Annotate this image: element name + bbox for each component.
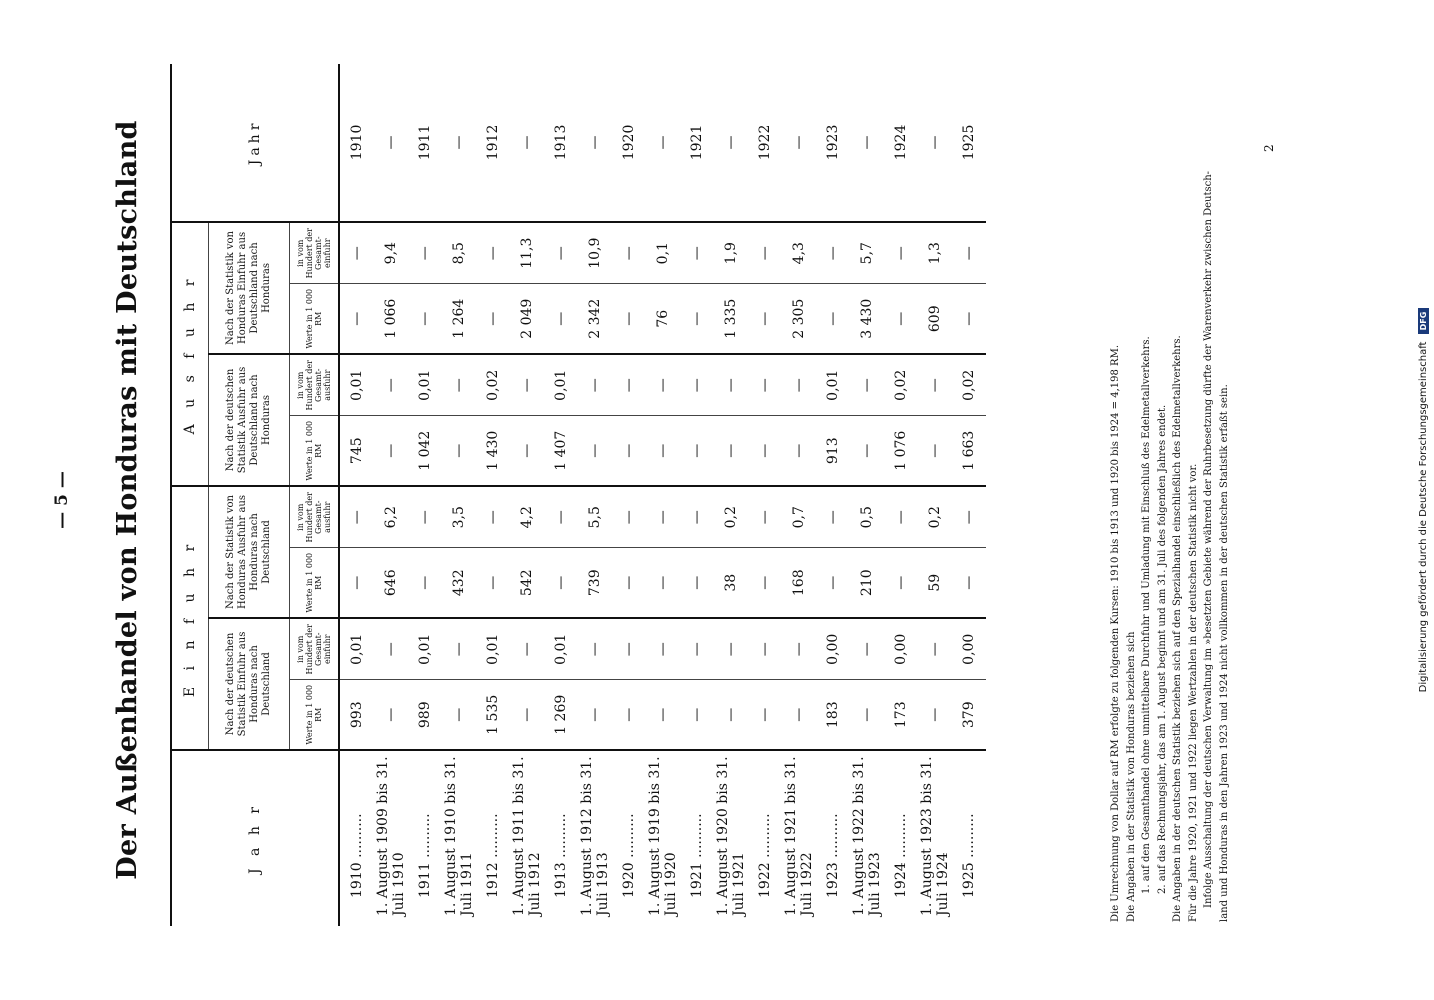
row-year: 1924	[884, 64, 918, 222]
table-cell: 1 042	[408, 416, 442, 486]
table-cell: —	[646, 618, 680, 680]
table-cell: 210	[850, 548, 884, 618]
table-cell: —	[442, 680, 476, 750]
table-cell: 4,2	[510, 486, 544, 548]
table-cell: 0,7	[782, 486, 816, 548]
header-werte: Werte in 1 000 RM	[290, 284, 340, 354]
header-werte: Werte in 1 000 RM	[290, 680, 340, 750]
table-cell: —	[884, 284, 918, 354]
table-cell: —	[748, 618, 782, 680]
row-label: 1911 ..........	[417, 813, 433, 898]
header-pct: in vom Hundert der Gesamt-einfuhr	[290, 618, 340, 680]
table-cell: —	[952, 548, 986, 618]
table-row	[408, 64, 442, 926]
table-cell: 432	[442, 548, 476, 618]
table-cell: 989	[408, 680, 442, 750]
table-cell: —	[612, 680, 646, 750]
table-cell: —	[476, 222, 510, 284]
row-year: —	[374, 64, 408, 222]
page-number: — 5 —	[52, 471, 72, 529]
table-cell: 5,5	[578, 486, 612, 548]
table-cell: —	[850, 416, 884, 486]
table-cell: —	[544, 486, 578, 548]
table-cell: 646	[374, 548, 408, 618]
table-cell: —	[578, 680, 612, 750]
table-cell: 0,02	[476, 354, 510, 416]
header-ausfuhr: A u s f u h r	[171, 222, 209, 486]
table-cell: 5,7	[850, 222, 884, 284]
table-row	[646, 64, 680, 926]
table-cell: 59	[918, 548, 952, 618]
row-label: 1. August 1923 bis 31. Juli 1924	[919, 756, 951, 916]
row-label: 1. August 1909 bis 31. Juli 1910	[375, 756, 407, 916]
table-cell: 379	[952, 680, 986, 750]
row-label: 1922 ..........	[757, 813, 773, 898]
table-cell: —	[714, 618, 748, 680]
table-cell: 0,00	[952, 618, 986, 680]
table-cell: 1 663	[952, 416, 986, 486]
table-body	[339, 64, 986, 926]
table-cell: —	[680, 354, 714, 416]
table-cell: 0,01	[544, 618, 578, 680]
table-cell: 2 305	[782, 284, 816, 354]
table-cell: 3 430	[850, 284, 884, 354]
row-year: 1923	[816, 64, 850, 222]
row-label: 1. August 1921 bis 31. Juli 1922	[783, 756, 815, 916]
table-cell: —	[816, 548, 850, 618]
table-cell: 1,3	[918, 222, 952, 284]
table-cell: —	[612, 486, 646, 548]
row-year: —	[442, 64, 476, 222]
row-label: 1. August 1912 bis 31. Juli 1913	[579, 756, 611, 916]
table-cell: —	[374, 354, 408, 416]
table-cell: 173	[884, 680, 918, 750]
table-cell: 609	[918, 284, 952, 354]
table-cell: —	[544, 284, 578, 354]
footnote: Infolge Ausschaltung der deutschen Verwaltung im »besetzten Gebiete während der Ruhrbesetzung dürfte der Warenverkehr zwischen Deutsch-	[1203, 170, 1214, 908]
header-pct: in vom Hundert der Gesamt-ausfuhr	[290, 354, 340, 416]
table-cell: —	[612, 222, 646, 284]
row-label: 1. August 1910 bis 31. Juli 1911	[443, 756, 475, 916]
table-cell: 993	[339, 680, 374, 750]
header-stat-1: Nach der deutschen Statistik Einfuhr aus Honduras nach Deutschland	[209, 618, 290, 750]
table-cell: —	[408, 548, 442, 618]
row-year: —	[578, 64, 612, 222]
table-cell: —	[680, 486, 714, 548]
table-cell: —	[442, 354, 476, 416]
table-cell: —	[646, 680, 680, 750]
table-cell: 745	[339, 416, 374, 486]
table-cell: —	[339, 486, 374, 548]
dfg-credit-text: Digitalisierung gefördert durch die Deutsche Forschungsgemeinschaft	[1418, 341, 1429, 693]
table-cell: —	[952, 486, 986, 548]
table-cell: 0,00	[884, 618, 918, 680]
table-cell: —	[578, 618, 612, 680]
row-label: 1921 ..........	[689, 813, 705, 898]
table-cell: —	[884, 548, 918, 618]
table-row	[884, 64, 918, 926]
table-cell: —	[646, 486, 680, 548]
table-cell: —	[476, 284, 510, 354]
table-cell: 0,01	[816, 354, 850, 416]
table-cell: —	[816, 284, 850, 354]
table-cell: —	[884, 486, 918, 548]
table-cell: —	[680, 680, 714, 750]
table-cell: 4,3	[782, 222, 816, 284]
table-cell: —	[374, 680, 408, 750]
table-row	[374, 64, 408, 926]
table-cell: —	[748, 680, 782, 750]
table-cell: 0,00	[816, 618, 850, 680]
row-label: 1923 ..........	[825, 813, 841, 898]
table-cell: 0,01	[339, 618, 374, 680]
table-cell: —	[408, 222, 442, 284]
table-cell: —	[850, 354, 884, 416]
table-row	[952, 64, 986, 926]
table-row	[339, 64, 374, 926]
row-label: 1. August 1920 bis 31. Juli 1921	[715, 756, 747, 916]
table-cell: —	[612, 284, 646, 354]
table-cell: —	[339, 284, 374, 354]
table-cell: —	[748, 416, 782, 486]
table-cell: 542	[510, 548, 544, 618]
row-label: 1920 ..........	[621, 813, 637, 898]
table-cell: —	[884, 222, 918, 284]
table-cell: 8,5	[442, 222, 476, 284]
table-cell: —	[646, 548, 680, 618]
table-cell: —	[646, 354, 680, 416]
table-row	[748, 64, 782, 926]
table-cell: —	[612, 548, 646, 618]
table-cell: 0,5	[850, 486, 884, 548]
row-year: 1922	[748, 64, 782, 222]
table-cell: 1 076	[884, 416, 918, 486]
table-cell: —	[952, 222, 986, 284]
table-cell: —	[782, 416, 816, 486]
table-cell: —	[510, 618, 544, 680]
table-row	[782, 64, 816, 926]
header-pct: in vom Hundert der Gesamt-einfuhr	[290, 222, 340, 284]
row-label: 1924 ..........	[893, 813, 909, 898]
table-cell: —	[782, 354, 816, 416]
row-label: 1. August 1922 bis 31. Juli 1923	[851, 756, 883, 916]
table-cell: —	[748, 486, 782, 548]
table-row	[578, 64, 612, 926]
header-jahr-left: J a h r	[171, 750, 339, 926]
table-cell: 183	[816, 680, 850, 750]
table-row	[510, 64, 544, 926]
table-cell: 1 335	[714, 284, 748, 354]
row-year: —	[714, 64, 748, 222]
table-cell: —	[646, 416, 680, 486]
row-label: 1912 ..........	[485, 813, 501, 898]
table-cell: 1 535	[476, 680, 510, 750]
table-cell: 11,3	[510, 222, 544, 284]
row-year: 1921	[680, 64, 714, 222]
table-cell: —	[714, 354, 748, 416]
table-cell: —	[442, 416, 476, 486]
header-einfuhr: E i n f u h r	[171, 486, 209, 750]
row-year: —	[510, 64, 544, 222]
table-cell: —	[714, 416, 748, 486]
table-cell: —	[339, 548, 374, 618]
table-cell: —	[510, 680, 544, 750]
table-cell: —	[544, 548, 578, 618]
signature-mark: 2	[1262, 144, 1276, 152]
row-label: 1925 ..........	[961, 813, 977, 898]
table-cell: 0,01	[408, 354, 442, 416]
header-pct: in vom Hundert der Gesamt-ausfuhr	[290, 486, 340, 548]
header-jahr-right: Jahr	[171, 64, 339, 222]
table-cell: —	[408, 284, 442, 354]
page-title: Der Außenhandel von Honduras mit Deutschland	[112, 120, 143, 880]
table-cell: 0,01	[476, 618, 510, 680]
table-cell: 3,5	[442, 486, 476, 548]
table-cell: —	[680, 222, 714, 284]
table-cell: —	[714, 680, 748, 750]
row-year: —	[646, 64, 680, 222]
table-cell: —	[918, 416, 952, 486]
table-cell: 0,2	[714, 486, 748, 548]
row-label: 1. August 1919 bis 31. Juli 1920	[647, 756, 679, 916]
table-cell: —	[782, 680, 816, 750]
table-row	[918, 64, 952, 926]
table-cell: 1 066	[374, 284, 408, 354]
table-cell: 38	[714, 548, 748, 618]
table-cell: —	[782, 618, 816, 680]
row-year: 1925	[952, 64, 986, 222]
table-row	[850, 64, 884, 926]
table-cell: 9,4	[374, 222, 408, 284]
footnote: Die Umrechnung von Dollar auf RM erfolgte zu folgenden Kursen: 1910 bis 1913 und 1920 bis 1924 = 4,198 RM.	[1110, 345, 1121, 922]
table-cell: —	[850, 618, 884, 680]
footnote: 1. auf den Gesamthandel ohne unmittelbare Durchfuhr und Umladung mit Einschluß des Edelmetallverkehrs.	[1141, 336, 1152, 894]
table-row	[680, 64, 714, 926]
table-cell: 739	[578, 548, 612, 618]
table-cell: —	[748, 284, 782, 354]
table-cell: —	[816, 222, 850, 284]
table-cell: 0,01	[408, 618, 442, 680]
table-cell: 10,9	[578, 222, 612, 284]
footnote: 2. auf das Rechnungsjahr, das am 1. August beginnt und am 31. Juli des folgenden Jahres endet.	[1156, 404, 1168, 894]
row-label: 1. August 1911 bis 31. Juli 1912	[511, 756, 543, 916]
footnote: Die Angaben in der deutschen Statistik beziehen sich auf den Spezialhandel einschließlich des Edelmetallverkehrs.	[1172, 335, 1183, 922]
table-cell: —	[612, 416, 646, 486]
table-cell: —	[578, 354, 612, 416]
table-cell: —	[476, 486, 510, 548]
table-cell: 0,02	[884, 354, 918, 416]
table-cell: 1 269	[544, 680, 578, 750]
table-cell: 1 264	[442, 284, 476, 354]
table-cell: —	[510, 354, 544, 416]
table-cell: —	[918, 680, 952, 750]
table-cell: —	[748, 222, 782, 284]
header-werte: Werte in 1 000 RM	[290, 548, 340, 618]
table-cell: 6,2	[374, 486, 408, 548]
table-cell: —	[918, 354, 952, 416]
header-stat-4: Nach der Statistik von Honduras Einfuhr aus Deutschland nach Honduras	[209, 222, 290, 354]
table-cell: —	[748, 548, 782, 618]
table-cell: 1 430	[476, 416, 510, 486]
dfg-credit	[1418, 70, 1429, 930]
table-cell: —	[918, 618, 952, 680]
row-year: 1913	[544, 64, 578, 222]
table-cell: 1,9	[714, 222, 748, 284]
table-cell: —	[680, 618, 714, 680]
table-row	[442, 64, 476, 926]
header-stat-2: Nach der Statistik von Honduras Ausfuhr aus Honduras nach Deutschland	[209, 486, 290, 618]
table-row	[612, 64, 646, 926]
dfg-logo-icon: DFG	[1418, 308, 1429, 335]
table-cell: 0,01	[544, 354, 578, 416]
footnote: Die Angaben in der Statistik von Honduras beziehen sich	[1125, 631, 1137, 922]
table-cell: —	[952, 284, 986, 354]
table-cell: 0,02	[952, 354, 986, 416]
table-cell: —	[680, 548, 714, 618]
table-cell: —	[544, 222, 578, 284]
table-cell: —	[748, 354, 782, 416]
table-cell: —	[578, 416, 612, 486]
table-cell: —	[510, 416, 544, 486]
header-stat-3: Nach der deutschen Statistik Ausfuhr aus Deutschland nach Honduras	[209, 354, 290, 486]
table-cell: —	[374, 618, 408, 680]
row-year: 1911	[408, 64, 442, 222]
table-cell: 168	[782, 548, 816, 618]
table-row	[714, 64, 748, 926]
table-cell: —	[850, 680, 884, 750]
table-cell: —	[680, 416, 714, 486]
table-cell: —	[442, 618, 476, 680]
row-label: 1913 ..........	[553, 813, 569, 898]
table-cell: 0,01	[339, 354, 374, 416]
row-year: —	[918, 64, 952, 222]
footnote: Für die Jahre 1920, 1921 und 1922 liegen Wertzahlen in der deutschen Statistik nicht vor.	[1187, 463, 1199, 922]
table-cell: —	[374, 416, 408, 486]
footnote: land und Honduras in den Jahren 1923 und 1924 nicht vollkommen in der deutschen Statistik erfaßt sein.	[1218, 384, 1230, 922]
table-cell: 1 407	[544, 416, 578, 486]
table-cell: —	[816, 486, 850, 548]
table-row	[476, 64, 510, 926]
table-cell: 0,2	[918, 486, 952, 548]
table-row	[816, 64, 850, 926]
table-cell: —	[476, 548, 510, 618]
table-cell: —	[612, 354, 646, 416]
row-label: 1910 ..........	[349, 813, 365, 898]
table-cell: —	[408, 486, 442, 548]
table-cell: 76	[646, 284, 680, 354]
table-cell: 913	[816, 416, 850, 486]
trade-table	[170, 64, 986, 926]
table-cell: —	[612, 618, 646, 680]
row-year: 1910	[339, 64, 374, 222]
table-row	[544, 64, 578, 926]
row-year: 1920	[612, 64, 646, 222]
table-cell: 2 342	[578, 284, 612, 354]
table-cell: 0,1	[646, 222, 680, 284]
row-year: 1912	[476, 64, 510, 222]
table-cell: —	[680, 284, 714, 354]
row-year: —	[782, 64, 816, 222]
table-cell: —	[339, 222, 374, 284]
table-cell: 2 049	[510, 284, 544, 354]
header-werte: Werte in 1 000 RM	[290, 416, 340, 486]
row-year: —	[850, 64, 884, 222]
footnotes	[1108, 72, 1232, 922]
